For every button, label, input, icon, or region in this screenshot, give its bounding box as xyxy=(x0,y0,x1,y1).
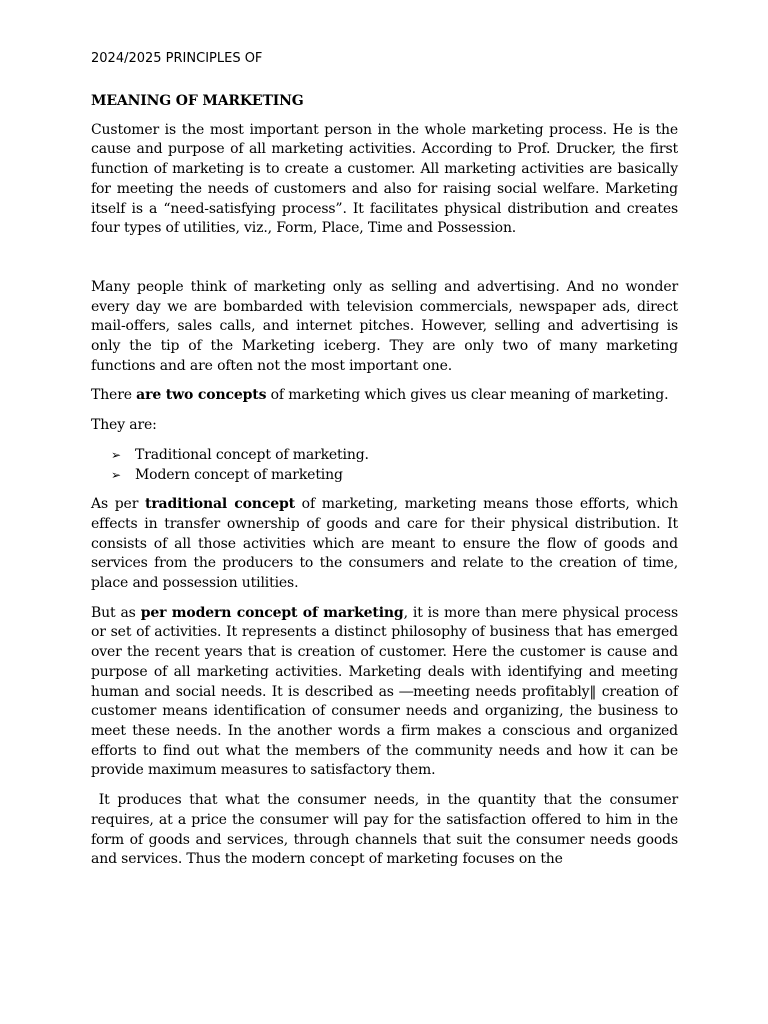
concepts-text-before: There xyxy=(91,387,137,404)
paragraph-concepts xyxy=(91,386,678,406)
paragraph-traditional xyxy=(91,495,678,594)
list-item xyxy=(111,466,678,486)
traditional-text-after: of marketing, marketing means those efforts, which effects in transfer ownership of goods and care for their physical distribution. It consists of all those activities which are meant to ensure the flow of goods and services from the producers to the consumers and relate to the creation of time, place and possession utilities. xyxy=(91,496,678,592)
arrow-bullet-icon: ➢ xyxy=(111,467,121,482)
paragraph-customer: Customer is the most important person in the whole marketing process. He is the cause and purpose of all marketing activities. According to Prof. Drucker, the first function of marketing is to create a customer. All marketing activities are basically for meeting the needs of customers and also for raising social welfare. Marketing itself is a “need-satisfying process”. It facilitates physical distribution and creates four types of utilities, viz., Form, Place, Time and Possession. xyxy=(91,121,678,237)
traditional-text-before: As per xyxy=(91,496,145,513)
concepts-bold-text: are two concepts xyxy=(136,387,267,404)
paragraph-selling: Many people think of marketing only as selling and advertising. And no wonder every day we are bombarded with television commercials, newspaper ads, direct mail-offers, sales calls, and internet pitches. However, selling and advertising is only the tip of the Marketing iceberg. They are only two of many marketing functions and are often not the most important one. xyxy=(91,278,678,374)
traditional-bold-text: traditional concept xyxy=(145,496,295,513)
modern-text-after: , it is more than mere physical process or set of activities. It represents a distinct philosophy of business that has emerged over the recent years that is creation of customer. Here the customer is cause and purpose of all marketing activities. Marketing deals with identifying and meeting human and social needs. It is described as ―meeting needs profitably‖ creation of customer means identification of consumer needs and organizing, the business to meet these needs. In the another words a firm makes a conscious and organized efforts to find out what the members of the community needs and how it can be provide maximum measures to satisfactory them. xyxy=(91,604,679,779)
page-header: 2024/2025 PRINCIPLES OF xyxy=(91,51,263,66)
section-heading: MEANING OF MARKETING xyxy=(91,93,304,109)
list-item-label: Modern concept of marketing xyxy=(135,466,343,483)
paragraph-production: It produces that what the consumer needs, in the quantity that the consumer requires, at a price the consumer will pay for the satisfaction offered to him in the form of goods and services, through channels that suit the consumer needs goods and services. Thus the modern concept of marketing focuses on the xyxy=(91,792,678,868)
concepts-text-after: of marketing which gives us clear meaning of marketing. xyxy=(266,387,669,404)
list-item-label: Traditional concept of marketing. xyxy=(135,446,369,463)
paragraph-they-are: They are: xyxy=(91,417,157,434)
modern-bold-text: per modern concept of marketing xyxy=(140,604,404,621)
concept-list xyxy=(91,446,678,485)
document-body xyxy=(91,92,678,880)
arrow-bullet-icon: ➢ xyxy=(111,447,121,462)
list-item xyxy=(111,446,678,466)
paragraph-modern xyxy=(91,604,678,781)
modern-text-before: But as xyxy=(91,604,141,621)
